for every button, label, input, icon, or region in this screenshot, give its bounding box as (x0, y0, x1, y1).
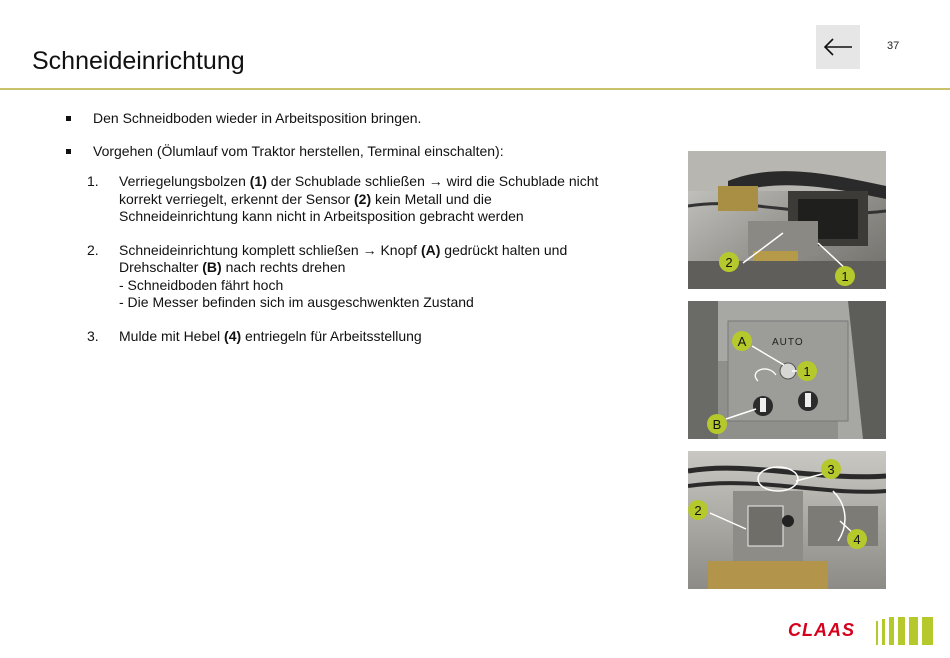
panel-label-auto: AUTO (772, 337, 804, 348)
step-line: Schneideinrichtung komplett schließen → Knopf (A) gedrückt halten und (119, 241, 568, 258)
svg-text:CLAAS: CLAAS (788, 620, 855, 640)
claas-logo (786, 618, 862, 645)
callout-B: B (707, 414, 727, 434)
bullet-marker (66, 116, 71, 121)
step-line: korrekt verriegelt, erkennt der Sensor (2) kein Metall und die (119, 190, 492, 207)
step-1 (87, 173, 647, 226)
callout-4: 4 (847, 529, 867, 549)
bullet-1 (66, 110, 421, 126)
arrow-left-icon (822, 37, 854, 57)
header-rule (0, 88, 950, 90)
callout-1: 1 (797, 361, 817, 381)
bullet-text: Vorgehen (Ölumlauf vom Traktor herstellen, Terminal einschalten): (93, 143, 504, 159)
photo-trough-lever (688, 451, 886, 589)
photo-control-panel (688, 301, 886, 439)
step-line: Verriegelungsbolzen (1) der Schublade schließen → wird die Schublade nicht (119, 173, 599, 189)
callout-3: 3 (821, 459, 841, 479)
step-line: - Die Messer befinden sich im ausgeschwenkten Zustand (119, 294, 474, 310)
logo-stripes (876, 617, 933, 645)
step-line: Schneideinrichtung kann nicht in Arbeitsposition gebracht werden (119, 208, 524, 224)
page-number: 37 (887, 40, 900, 52)
step-3 (87, 328, 647, 346)
bullet-2 (66, 143, 504, 159)
arrow-right-icon: → (362, 241, 377, 258)
step-number: 3. (87, 327, 99, 344)
step-line: Drehschalter (B) nach rechts drehen (119, 259, 346, 275)
steps-list (87, 173, 647, 361)
step-line: - Schneidboden fährt hoch (119, 276, 284, 293)
bullet-marker (66, 149, 71, 154)
back-button[interactable] (816, 25, 860, 69)
photo-drawer-lock (688, 151, 886, 289)
page-title: Schneideinrichtung (32, 47, 245, 75)
step-number: 1. (87, 173, 99, 189)
callout-1: 1 (835, 266, 855, 286)
step-line: Mulde mit Hebel (4) entriegeln für Arbeitsstellung (119, 327, 422, 344)
step-number: 2. (87, 241, 99, 258)
step-2 (87, 242, 647, 312)
callout-A: A (732, 331, 752, 351)
bullet-text: Den Schneidboden wieder in Arbeitsposition bringen. (93, 110, 422, 126)
arrow-right-icon: → (428, 173, 443, 189)
callout-2: 2 (719, 252, 739, 272)
callout-2: 2 (688, 500, 708, 520)
